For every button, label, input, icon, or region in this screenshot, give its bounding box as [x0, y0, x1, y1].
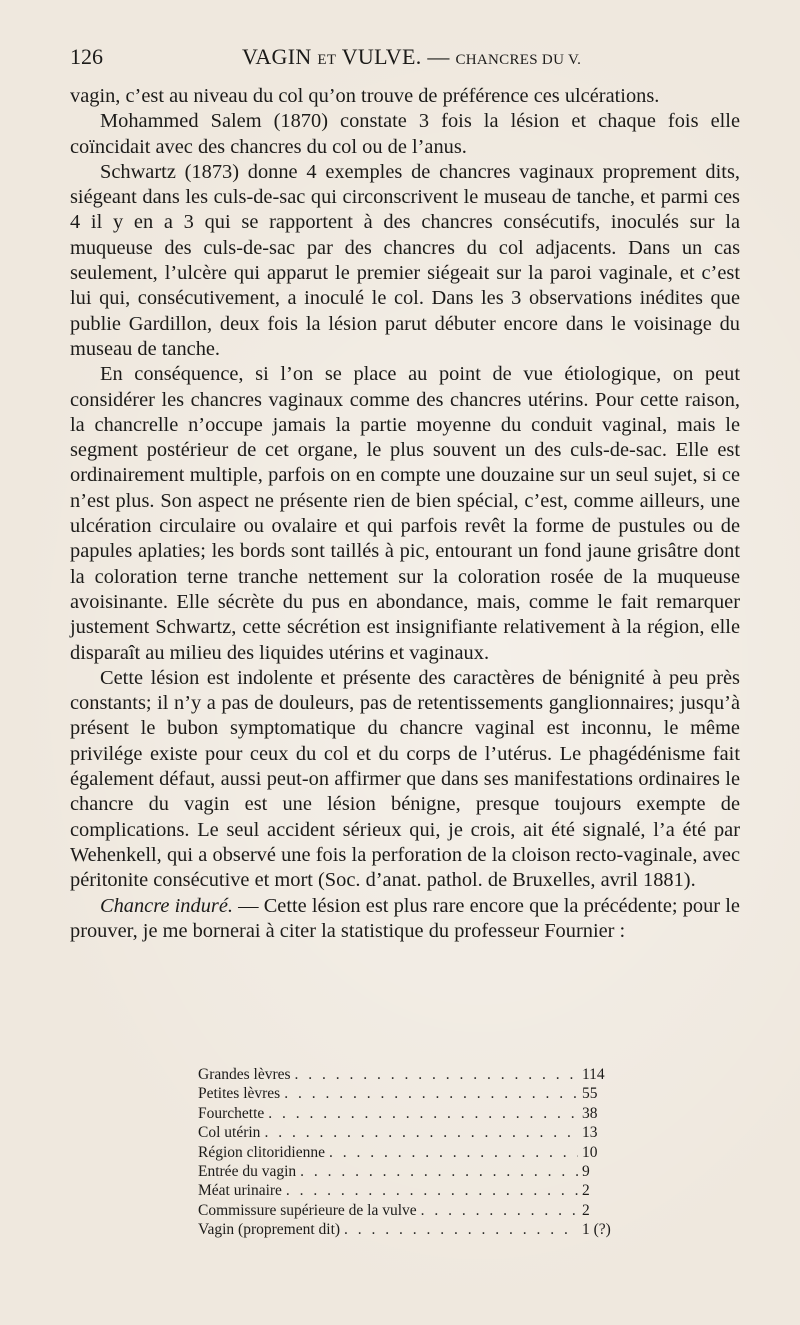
leader-dots: [268, 1104, 578, 1123]
leader-dots: [284, 1084, 578, 1103]
page-header: [70, 44, 768, 74]
leader-dots: [295, 1065, 578, 1084]
leader-dots: [300, 1162, 578, 1181]
running-head: [242, 44, 581, 70]
paragraph-chancre-indure-text: — Cette lésion est plus rare encore que la précédente; pour le prouver, je me bornerai à citer la statistique du professeur Fournier :: [70, 894, 740, 942]
statistics-value: 114: [582, 1066, 605, 1083]
statistics-label: Col utérin: [198, 1124, 261, 1142]
statistics-label: Vagin (proprement dit): [198, 1221, 341, 1239]
statistics-label: Fourchette: [198, 1104, 265, 1122]
paragraph-chancre-indure: [70, 894, 740, 945]
running-head-section: CHANCRES DU V.: [455, 52, 582, 68]
leader-dots: [286, 1181, 578, 1200]
leader-dots: [421, 1201, 578, 1220]
leader-dots: [264, 1123, 578, 1142]
leader-dots: [344, 1220, 578, 1239]
statistics-row: [198, 1065, 628, 1084]
paragraph-consequence: En conséquence, si l’on se place au point de vue étiologique, on peut considérer les chancres vaginaux comme des chancres utérins. Pour cette raison, la chancrelle n’occupe jamais la partie moyenne du conduit vaginal, mais le segment postérieur de cet organe, le plus souvent un des culs-de-sac. Elle est ordinairement multiple, parfois on en compte une douzaine sur un seul sujet, si ce n’est plus. Son aspect ne présente rien de bien spécial, c’est, comme ailleurs, une ulcération circulaire ou ovalaire et qui parfois revêt la forme de pustules ou de papules aplaties; les bords sont taillés à pic, entourant un fond jaune grisâtre dont la coloration terne tranche nettement sur la coloration rosée de la muqueuse avoisinante. Elle sécrète du pus en abondance, mais, comme le fait remarquer justement Schwartz, cette sécrétion est insignifiante relativement à la région, elle disparaît au milieu des liquides utérins et vaginaux.: [70, 363, 740, 664]
paragraph-continuation: vagin, c’est au niveau du col qu’on trouve de préférence ces ulcérations.: [70, 85, 660, 107]
running-head-et: ET: [317, 52, 337, 68]
statistics-label: Petites lèvres: [198, 1085, 281, 1103]
paragraph-mohammed-salem: Mohammed Salem (1870) constate 3 fois la lésion et chaque fois elle coïncidait avec des chancres du col ou de l’anus.: [70, 110, 740, 158]
running-head-vagin: VAGIN: [242, 44, 312, 69]
statistics-row: [198, 1201, 628, 1220]
statistics-row: [198, 1143, 628, 1162]
statistics-value: 9: [582, 1163, 590, 1181]
statistics-row: [198, 1220, 628, 1239]
statistics-label: Région clitoridienne: [198, 1143, 325, 1161]
statistics-label: Grandes lèvres: [198, 1066, 291, 1083]
statistics-label: Commissure supérieure de la vulve: [198, 1201, 417, 1219]
statistics-value: 2: [582, 1201, 590, 1219]
statistics-row: [198, 1104, 628, 1123]
statistics-value: 38: [582, 1104, 598, 1122]
leader-dots: [329, 1143, 578, 1162]
section-heading-chancre-indure: Chancre induré.: [100, 894, 233, 917]
page-number: 126: [70, 44, 103, 69]
statistics-value: 55: [582, 1085, 598, 1103]
body-text: [70, 84, 740, 944]
paragraph-lesion-indolente: Cette lésion est indolente et présente des caractères de bénignité à peu près constants; il n’y a pas de douleurs, pas de retentissements ganglionnaires; jusqu’à présent le bubon symptomatique du chancre vaginal est inconnu, le même privilége existe pour ceux du col et du corps de l’utérus. Le phagédénisme fait également défaut, aussi peut-on affirmer que dans ses manifestations ordinaires le chancre du vagin est une lésion bénigne, presque toujours exempte de complications. Le seul accident sérieux qui, je crois, ait été signalé, l’a été par Wehenkell, qui a observé une fois la perforation de la cloison recto-vaginale, avec péritonite consécutive et mort (Soc. d’anat. pathol. de Bruxelles, avril 1881).: [70, 666, 740, 892]
statistics-value: 1 (?): [582, 1221, 611, 1239]
statistics-row: [198, 1181, 628, 1200]
statistics-label: Entrée du vagin: [198, 1163, 297, 1181]
statistics-value: 10: [582, 1143, 598, 1161]
statistics-value: 2: [582, 1182, 590, 1200]
statistics-row: [198, 1084, 628, 1103]
running-head-vulve: VULVE.: [341, 44, 422, 69]
statistics-value: 13: [582, 1124, 598, 1142]
statistics-row: [198, 1162, 628, 1181]
paragraph-schwartz: Schwartz (1873) donne 4 exemples de chancres vaginaux proprement dits, siégeant dans les culs-de-sac qui circonscrivent le museau de tanche, et parmi ces 4 il y en a 3 qui se rapportent à des chancres consécutifs, inoculés sur la muqueuse des culs-de-sac par des chancres du col adjacents. Dans un cas seulement, l’ulcère qui apparut le premier siégeait sur la paroi vaginale, et c’est lui qui, consécutivement, a inoculé le col. Dans les 3 observations inédites que publie Gardillon, deux fois la lésion parut débuter encore dans le voisinage du museau de tanche.: [70, 160, 740, 360]
statistics-label: Méat urinaire: [198, 1182, 282, 1200]
statistics-row: [198, 1123, 628, 1142]
running-head-dash: —: [427, 44, 450, 69]
fournier-statistics-table: [198, 1065, 628, 1240]
